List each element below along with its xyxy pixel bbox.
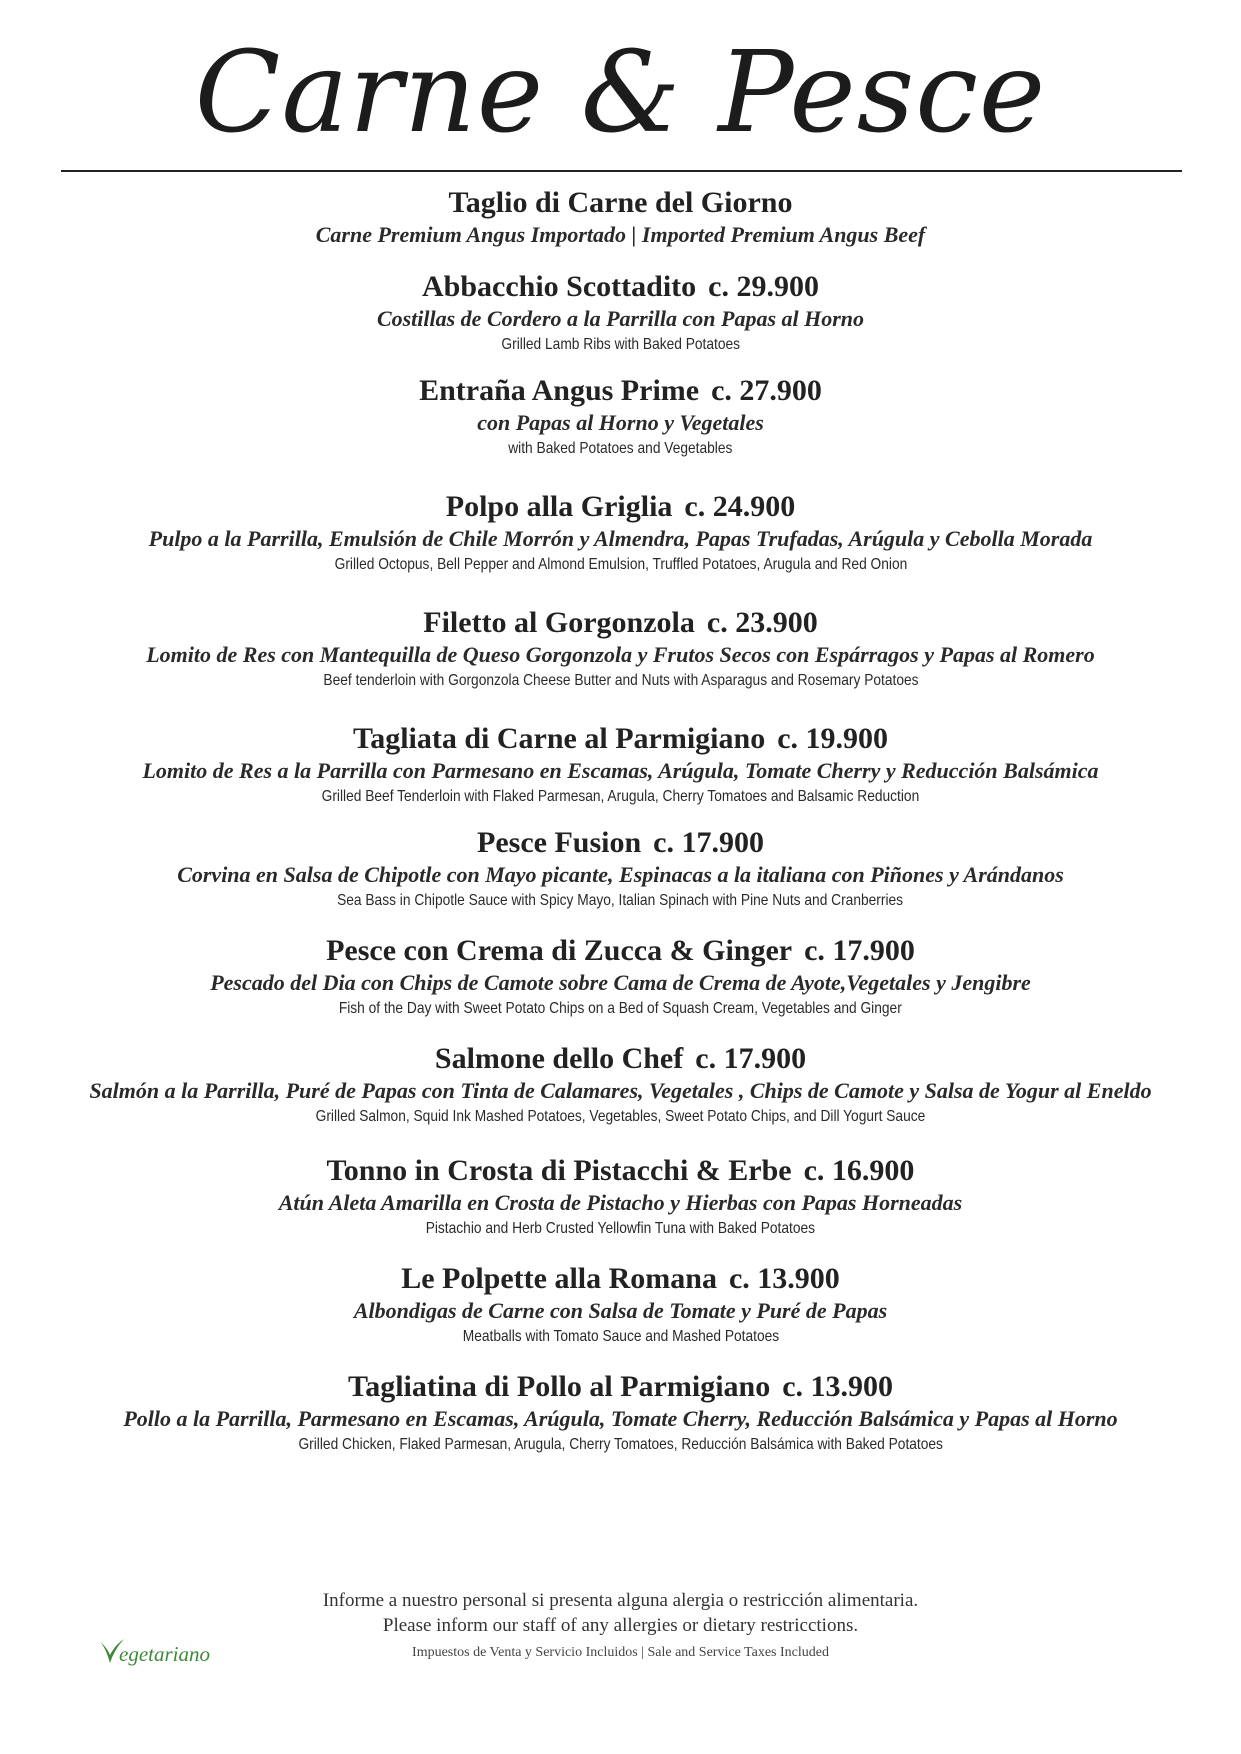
item-description-en: Grilled Chicken, Flaked Parmesan, Arugula, Cherry Tomatoes, Reducción Balsámica with Baked Potatoes [298,1436,943,1453]
item-description-es: con Papas al Horno y Vegetales [477,410,764,435]
item-price: c. 13.900 [728,1262,840,1295]
vegetarian-label: egetariano [119,1642,210,1666]
menu-item [70,721,1171,809]
title-divider [61,170,1182,172]
menu-item [70,373,1171,461]
item-price: c. 19.900 [777,722,889,755]
item-description-es: Carne Premium Angus Importado | Imported Premium Angus Beef [315,222,926,247]
item-name: Entraña Angus Prime [419,374,700,407]
item-description-en: Grilled Beef Tenderloin with Flaked Parmesan, Arugula, Cherry Tomatoes and Balsamic Reduction [321,788,920,805]
item-name-line [70,1369,1171,1405]
item-description-es: Lomito de Res a la Parrilla con Parmesano en Escamas, Arúgula, Tomate Cherry y Reducción Balsámica [142,758,1099,783]
item-name: Tagliatina di Pollo al Parmigiano [347,1370,771,1403]
vegetarian-legend [99,1634,210,1666]
item-price: c. 13.900 [782,1370,894,1403]
menu-item [70,1369,1171,1457]
item-name-line [70,489,1171,525]
item-name: Polpo alla Griglia [445,490,673,523]
menu-item [70,825,1171,913]
item-price: c. 27.900 [711,374,822,407]
menu-item [70,269,1171,357]
page-title: Carne & Pesce [194,28,1047,158]
item-description-en: Grilled Octopus, Bell Pepper and Almond Emulsion, Truffled Potatoes, Arugula and Red Onion [334,556,907,573]
item-description-en: Pistachio and Herb Crusted Yellowfin Tuna with Baked Potatoes [425,1220,816,1237]
item-price: c. 17.900 [804,934,915,967]
item-price: c. 29.900 [708,270,819,303]
menu-item [70,1153,1171,1241]
item-name: Tonno in Crosta di Pistacchi & Erbe [326,1154,792,1187]
item-description-es: Lomito de Res con Mantequilla de Queso Gorgonzola y Frutos Secos con Espárragos y Papas al Romero [146,642,1095,667]
item-description-en: Beef tenderloin with Gorgonzola Cheese Butter and Nuts with Asparagus and Rosemary Potatoes [322,672,919,689]
item-description-en: with Baked Potatoes and Vegetables [508,440,733,457]
item-name-line [70,269,1171,305]
item-name: Salmone dello Chef [434,1042,684,1075]
item-name: Le Polpette alla Romana [401,1262,717,1295]
item-description-en: Sea Bass in Chipotle Sauce with Spicy Mayo, Italian Spinach with Pine Nuts and Cranberries [337,892,904,909]
item-name-line [70,721,1171,757]
item-description-es: Pulpo a la Parrilla, Emulsión de Chile Morrón y Almendra, Papas Trufadas, Arúgula y Cebolla Morada [148,526,1093,551]
item-name: Pesce con Crema di Zucca & Ginger [326,934,793,967]
item-name: Abbacchio Scottadito [421,270,697,303]
item-name-line [70,825,1171,861]
item-price: c. 24.900 [684,490,796,523]
item-name-line [70,1261,1171,1297]
item-name-line [70,933,1171,969]
item-name-line [70,1153,1171,1189]
item-description-es: Pescado del Dia con Chips de Camote sobre Cama de Crema de Ayote,Vegetales y Jengibre [210,970,1031,995]
item-description-es: Albondigas de Carne con Salsa de Tomate y Puré de Papas [353,1298,888,1323]
menu-item [70,605,1171,693]
item-price: c. 16.900 [803,1154,915,1187]
menu-item [70,1261,1171,1349]
item-name: Pesce Fusion [477,826,642,859]
item-description-es: Atún Aleta Amarilla en Crosta de Pistacho y Hierbas con Papas Horneadas [278,1190,963,1215]
item-description-en: Grilled Lamb Ribs with Baked Potatoes [501,336,740,353]
item-price: c. 17.900 [653,826,764,859]
item-description-en: Meatballs with Tomato Sauce and Mashed Potatoes [462,1328,779,1345]
item-description-en: Grilled Salmon, Squid Ink Mashed Potatoes, Vegetables, Sweet Potato Chips, and Dill Yogurt Sauce [315,1108,926,1125]
item-description-es: Corvina en Salsa de Chipotle con Mayo picante, Espinacas a la italiana con Piñones y Arándanos [177,862,1064,887]
menu-items [70,185,1171,1457]
item-price: c. 17.900 [695,1042,807,1075]
item-name-line [70,373,1171,409]
item-description-es: Pollo a la Parrilla, Parmesano en Escamas, Arúgula, Tomate Cherry, Reducción Balsámica y Papas al Horno [123,1406,1118,1431]
menu-item [70,1041,1171,1129]
item-name: Taglio di Carne del Giorno [448,186,793,219]
item-price: c. 23.900 [706,606,818,639]
item-name-line [70,1041,1171,1077]
allergy-notice-en: Please inform our staff of any allergies or dietary restricctions. [382,1615,859,1636]
menu-item [70,489,1171,577]
item-name: Filetto al Gorgonzola [423,606,695,639]
item-name: Tagliata di Carne al Parmigiano [352,722,766,755]
item-name-line [70,185,1171,221]
tax-notice: Impuestos de Venta y Servicio Incluidos | Sale and Service Taxes Included [412,1645,829,1660]
menu-item [70,933,1171,1021]
item-description-en: Fish of the Day with Sweet Potato Chips on a Bed of Squash Cream, Vegetables and Ginger [339,1000,902,1017]
menu-item [70,185,1171,249]
item-name-line [70,605,1171,641]
item-description-es: Costillas de Cordero a la Parrilla con Papas al Horno [376,306,865,331]
item-description-es: Salmón a la Parrilla, Puré de Papas con Tinta de Calamares, Vegetales , Chips de Camote y Salsa de Yogur al Eneldo [89,1078,1152,1103]
allergy-notice-es: Informe a nuestro personal si presenta alguna alergia o restricción alimentaria. [322,1590,919,1611]
